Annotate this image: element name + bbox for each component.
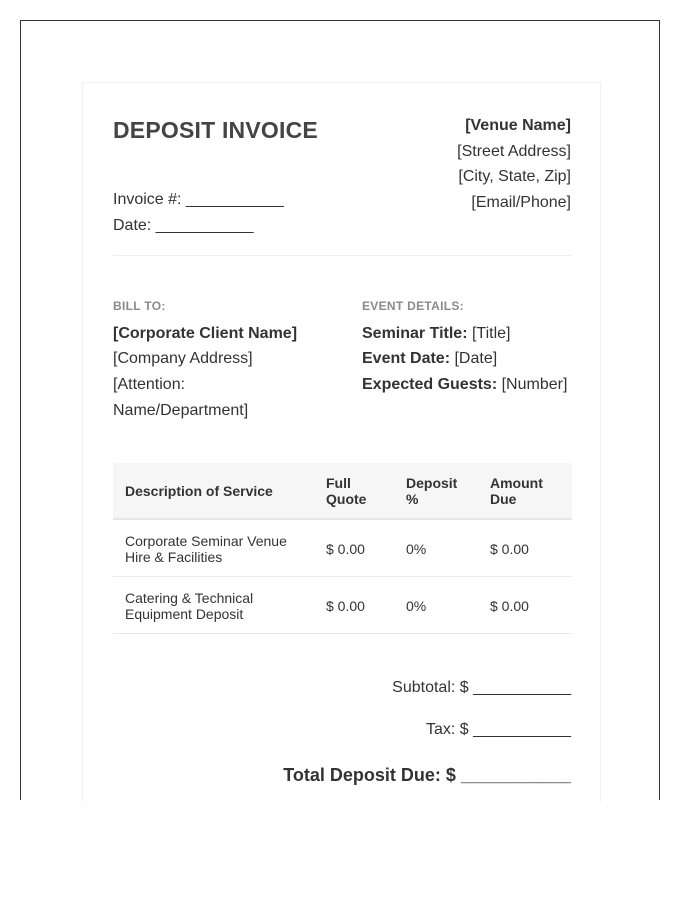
row-amount: $ 0.00 [490,541,529,557]
expected-guests-label: Expected Guests: [362,376,498,393]
header-divider [113,255,572,256]
row-description-line2: Equipment Deposit [125,606,244,622]
seminar-title-line [362,325,510,343]
header-full-quote [326,475,396,507]
header-deposit-line2: % [406,491,419,507]
venue-contact: [Email/Phone] [471,194,571,211]
row-full-quote: $ 0.00 [326,541,365,557]
venue-street: [Street Address] [457,143,571,160]
row-full-quote: $ 0.00 [326,598,365,614]
event-details-label: EVENT DETAILS: [362,299,464,313]
invoice-document [82,82,601,802]
invoice-title: DEPOSIT INVOICE [113,117,318,143]
row-deposit: 0% [406,598,427,614]
attention-line-1: [Attention: [113,376,186,393]
venue-name: [Venue Name] [465,117,571,134]
header-amount-due [490,475,570,507]
header-amount-line1: Amount [490,475,543,491]
expected-guests-value: [Number] [497,376,568,393]
seminar-title-value: [Title] [467,325,511,342]
event-date-line [362,350,497,368]
row-description [125,590,315,622]
invoice-number-field: Invoice #: ___________ [113,191,284,208]
header-deposit [406,475,476,507]
subtotal-line: Subtotal: $ ___________ [392,679,571,696]
company-address: [Company Address] [113,350,253,367]
event-date-label: Event Date: [362,350,451,367]
header-deposit-line1: Deposit [406,475,458,491]
table-row [113,577,572,634]
expected-guests-line [362,376,567,394]
row-description [125,533,315,565]
row-amount: $ 0.00 [490,598,529,614]
seminar-title-label: Seminar Title: [362,325,468,342]
table-row [113,520,572,577]
bill-to-label: BILL TO: [113,299,166,313]
services-table [113,463,572,634]
attention-line-2: Name/Department] [113,402,249,419]
total-deposit-due: Total Deposit Due: $ ___________ [283,765,571,785]
tax-line: Tax: $ ___________ [425,721,571,738]
venue-city: [City, State, Zip] [458,168,571,185]
header-full-quote-line1: Full [326,475,351,491]
row-description-line1: Catering & Technical [125,590,254,606]
row-description-line2: Hire & Facilities [125,549,223,565]
client-name: [Corporate Client Name] [113,325,298,342]
invoice-date-field: Date: ___________ [113,217,254,234]
table-header [113,463,572,520]
page-frame [20,20,660,800]
row-deposit: 0% [406,541,427,557]
header-description: Description of Service [125,483,273,499]
header-full-quote-line2: Quote [326,491,367,507]
row-description-line1: Corporate Seminar Venue [125,533,287,549]
header-amount-line2: Due [490,491,517,507]
event-date-value: [Date] [450,350,498,367]
